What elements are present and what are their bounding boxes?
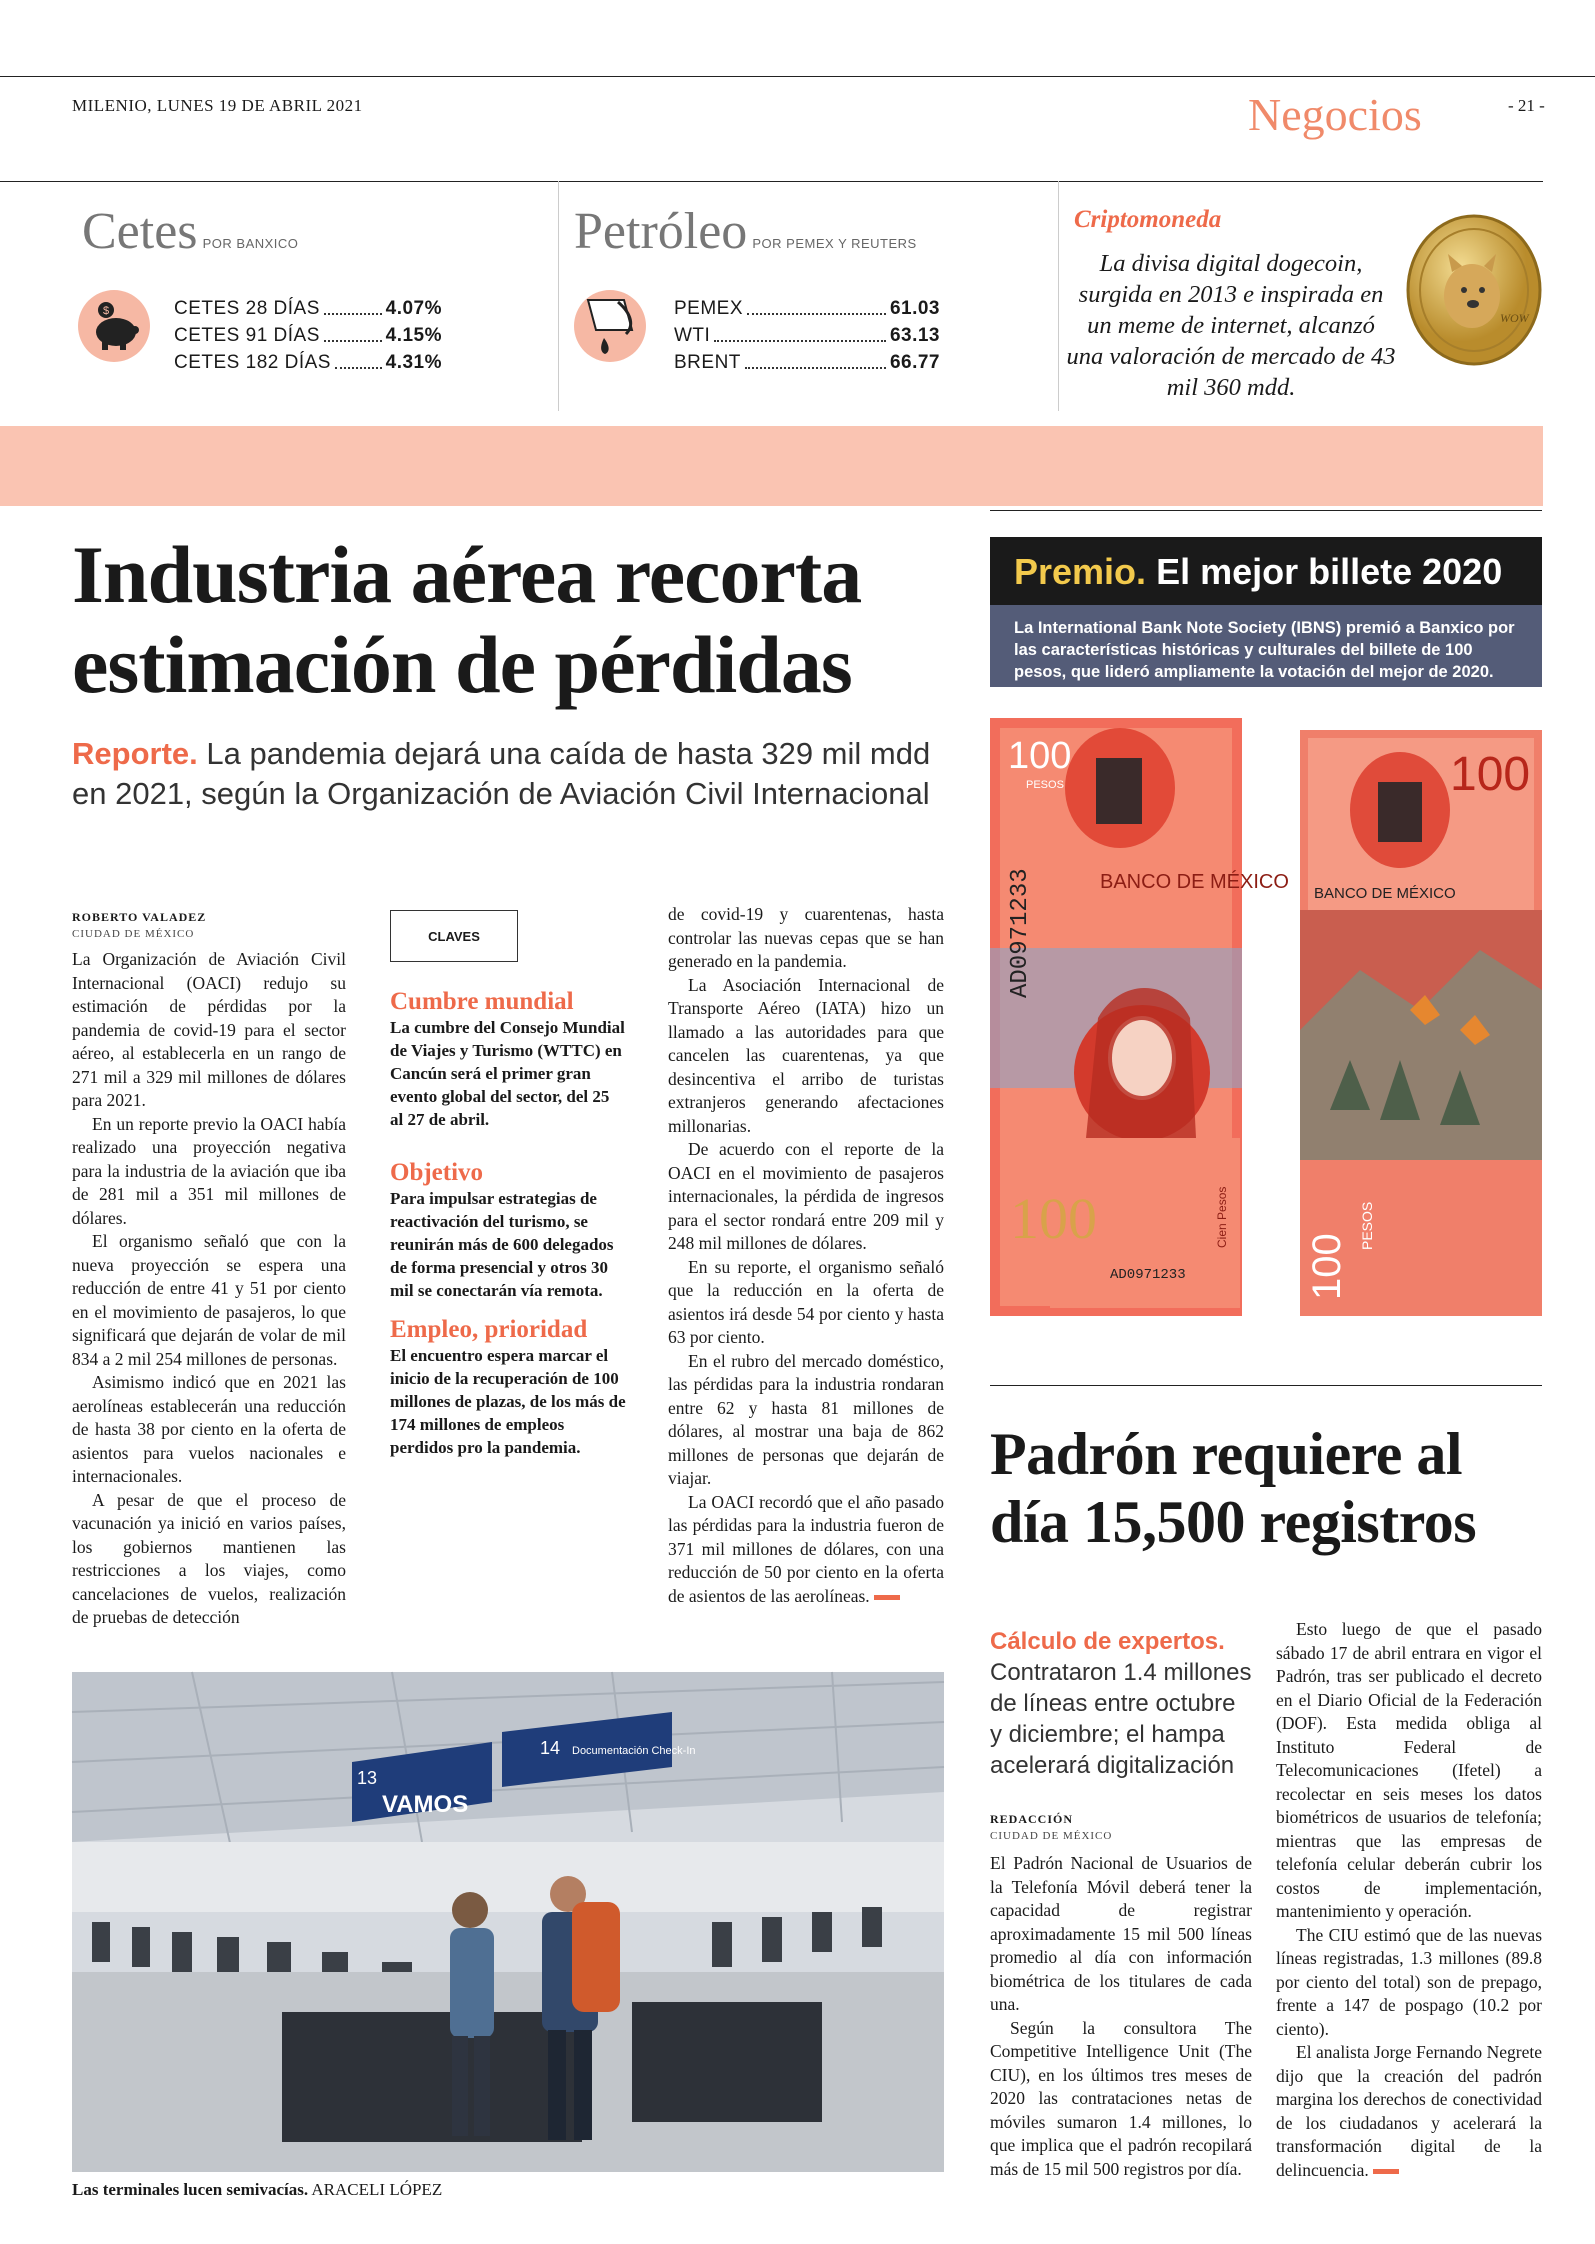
- paragraph: En su reporte, el organismo señaló que la reducción en la oferta de asientos irá desde 54 por ciento y hasta 63 por ciento.: [668, 1256, 944, 1347]
- paragraph: En el rubro del mercado doméstico, las pérdidas para la industria rondaran entre 62 y hasta 81 millones de dólares, al mostrar una baja de 862 millones de personas que dejarán de viajar.: [668, 1350, 944, 1488]
- caption-bold: Las terminales lucen semivacías.: [72, 2180, 309, 2199]
- deck-text: La pandemia dejará una caída de hasta 329 mil mdd en 2021, según la Organización de Aviación Civil Internacional: [72, 736, 931, 811]
- padron-deck-label: Cálculo de expertos.: [990, 1628, 1225, 1655]
- paragraph: La Asociación Internacional de Transporte Aéreo (IATA) hizo un llamado a las autoridades para que cancelen las cuarentenas, ya que desincentiva el arribo de turistas extranjeros generando afectaciones millonarias.: [668, 974, 944, 1136]
- bill-back-denomination-v: 100: [1305, 1233, 1349, 1300]
- premio-label: Premio.: [1014, 551, 1147, 592]
- padron-byplace: CIUDAD DE MÉXICO: [990, 1830, 1113, 1842]
- bill-pesos: PESOS: [1026, 779, 1064, 791]
- sign-number: 13: [357, 1768, 378, 1788]
- bill-denomination: 100: [1008, 735, 1072, 777]
- cetes-source: POR BANXICO: [202, 236, 299, 251]
- paragraph: El organismo señaló que con la nueva proyección se espera una reducción de entre 41 y 51 por ciento en el movimiento de pasajeros, lo que significará que dejarán de volar de mil 834 a 2 mil 254 millones de personas.: [72, 1231, 346, 1369]
- paragraph: El Padrón Nacional de Usuarios de la Telefonía Móvil deberá tener la capacidad de registrar aproximadamente 15 mil 500 líneas promedio al día con información biométrica de los titulares de cada una.: [990, 1853, 1252, 2014]
- paragraph: Asimismo indicó que en 2021 las aerolíneas establecerán una reducción de hasta 38 por ciento en la oferta de asientos para vuelos nacionales e internacionales.: [72, 1372, 346, 1486]
- byplace: CIUDAD DE MÉXICO: [72, 928, 195, 940]
- bill-back-denomination: 100: [1450, 748, 1531, 801]
- bill-bank: BANCO DE MÉXICO: [1100, 871, 1289, 893]
- masthead-rule: [0, 181, 1543, 182]
- padron-deck-text: Contrataron 1.4 millones de líneas entre octubre y diciembre; el hampa acelerará digitalización: [990, 1659, 1252, 1779]
- airport-photo: [72, 1672, 944, 2172]
- ad-band: [0, 426, 1543, 506]
- premio-title: El mejor billete 2020: [1156, 551, 1503, 592]
- claves-title: Cumbre mundial: [390, 988, 574, 1015]
- cetes-row: CETES 182 DÍAS 4.31%: [174, 352, 442, 373]
- top-rule: [0, 76, 1595, 77]
- masthead-date: MILENIO, LUNES 19 DE ABRIL 2021: [72, 96, 363, 115]
- premio-rule: [990, 510, 1542, 511]
- caption-credit: ARACELI LÓPEZ: [311, 2180, 443, 2199]
- piggy-bank-icon: [78, 290, 150, 362]
- svg-text:$: $: [102, 305, 110, 317]
- main-col-1: [72, 948, 346, 1630]
- main-headline: Industria aérea recorta estimación de pérdidas: [72, 529, 862, 710]
- cetes-row: CETES 28 DÍAS 4.07%: [174, 298, 442, 319]
- cetes-title: Cetes: [82, 203, 198, 260]
- claves-title: Empleo, prioridad: [390, 1316, 588, 1343]
- padron-deck: [990, 1626, 1252, 1781]
- petroleo-row: BRENT 66.77: [674, 352, 940, 373]
- padron-byline: REDACCIÓN: [990, 1812, 1074, 1826]
- paragraph: La OACI recordó que el año pasado las pérdidas para la industria fueron de 371 mil millones de dólares, con una reducción de 50 por ciento en la oferta de asientos de las aerolíneas.: [668, 1491, 944, 1606]
- petroleo-title: Petróleo: [574, 203, 748, 260]
- bill-back-bank: BANCO DE MÉXICO: [1314, 885, 1456, 902]
- premio-caption: [990, 605, 1542, 703]
- claves-text: El encuentro espera marcar el inicio de la recuperación de 100 millones de plazas, de los más de 174 millones de empleos perdidos pro la pandemia.: [390, 1346, 626, 1457]
- padron-col-2: [1276, 1618, 1542, 2182]
- byline: ROBERTO VALADEZ: [72, 910, 207, 924]
- section-title: Negocios: [1248, 89, 1422, 140]
- dogecoin-icon: [1404, 210, 1544, 366]
- deck-label: Reporte.: [72, 736, 198, 771]
- end-mark: [1373, 2169, 1399, 2174]
- main-col-3: [668, 903, 944, 1608]
- petroleo-row: PEMEX 61.03: [674, 298, 940, 319]
- paragraph: La Organización de Aviación Civil Internacional (OACI) redujo su estimación de pérdidas por la pandemia de covid-19 para el sector aéreo, al establecerla en un rango de 271 mil a 329 mil millones de dólares para 2021.: [72, 949, 346, 1110]
- padron-headline: Padrón requiere al día 15,500 registros: [990, 1421, 1477, 1555]
- paragraph: de covid-19 y cuarentenas, hasta controlar las nuevas cepas que se han generado en la pandemia.: [668, 904, 944, 971]
- photo-caption: [72, 2180, 442, 2200]
- premio-caption-text: La International Bank Note Society (IBNS) premió a Banxico por las características históricas y culturales del billete de 100 pesos, que lideró ampliamente la votación del mejor de 2020.: [1014, 619, 1515, 681]
- claves-text: Para impulsar estrategias de reactivación del turismo, se reunirán más de 600 delegados de forma presencial y otros 30 mil se conectarán vía remota.: [390, 1189, 614, 1300]
- banknote-back: [1300, 730, 1542, 1316]
- crypto-text: La divisa digital dogecoin, surgida en 2013 e inspirada en un meme de internet, alcanzó una valoración de mercado de 43 mil 360 mdd.: [1066, 250, 1396, 401]
- market-divider: [558, 181, 559, 411]
- claves-title: Objetivo: [390, 1159, 484, 1186]
- padron-col-1: [990, 1852, 1252, 2181]
- bill-serial-bottom: AD0971233: [1110, 1267, 1186, 1283]
- petroleo-row: WTI 63.13: [674, 325, 940, 346]
- paragraph: De acuerdo con el reporte de la OACI en el movimiento de pasajeros internacionales, la pérdida de ingresos para el sector rondará entre 209 mil y 248 mil millones de dólares.: [668, 1139, 944, 1253]
- end-mark: [874, 1595, 900, 1600]
- sign-number: 14: [540, 1738, 561, 1758]
- sign-text: Documentación Check-In: [572, 1745, 696, 1757]
- petroleo-header: [574, 202, 917, 261]
- bill-denomination-large: 100: [1010, 1186, 1097, 1251]
- claves-list: [390, 988, 626, 1459]
- bill-back-pesos: PESOS: [1359, 1201, 1375, 1250]
- paragraph: El analista Jorge Fernando Negrete dijo que la creación del padrón margina los derechos de conectividad de los ciudadanos y acelerará la transformación digital de la delincuencia.: [1276, 2042, 1542, 2180]
- premio-credit: ESPECIAL: [1014, 685, 1095, 703]
- market-divider: [1058, 181, 1059, 411]
- cetes-row: CETES 91 DÍAS 4.15%: [174, 325, 442, 346]
- banknote-front: [990, 718, 1289, 1316]
- cetes-table: [174, 295, 442, 376]
- premio-header: [990, 537, 1542, 605]
- crypto-title: Criptomoneda: [1074, 206, 1222, 233]
- bill-serial: AD0971233: [1007, 868, 1034, 998]
- claves-box: CLAVES: [390, 910, 518, 962]
- padron-rule: [990, 1385, 1542, 1386]
- main-deck: [72, 734, 952, 814]
- paragraph: A pesar de que el proceso de vacunación ya inició en varios países, los gobiernos mantienen las restricciones a los viajes, como cancelaciones de vuelos, realización de pruebas de detección: [72, 1489, 346, 1627]
- paragraph: En un reporte previo la OACI había realizado una proyección negativa para la industria de la aviación que iba de 281 mil a 351 mil millones de dólares.: [72, 1113, 346, 1228]
- petroleo-source: POR PEMEX Y REUTERS: [752, 236, 917, 251]
- page-number: - 21 -: [1508, 96, 1545, 115]
- oil-drop-icon: [574, 290, 646, 362]
- bill-cien: Cien Pesos: [1215, 1186, 1229, 1248]
- coin-text: WOW: [1500, 311, 1529, 325]
- cetes-header: [82, 202, 298, 261]
- claves-text: La cumbre del Consejo Mundial de Viajes y Turismo (WTTC) en Cancún será el primer gran evento global del sector, del 25 al 27 de abril.: [390, 1018, 625, 1129]
- sign-brand: VAMOS: [382, 1791, 469, 1818]
- paragraph: Esto luego de que el pasado sábado 17 de abril entrara en vigor el Padrón, tras ser publicado el decreto en el Diario Oficial de la Federación (DOF). Esta medida obliga al Instituto Federal de Telecomunicaciones (Ifetel) a recolectar en seis meses los datos biométricos de usuarios de telefonía; mientras que las empresas de telefonía celular deberán cubrir los costos de implementación, mantenimiento y operación.: [1276, 1619, 1542, 1921]
- paragraph: Según la consultora The Competitive Intelligence Unit (The CIU), en los últimos tres meses de 2020 las contrataciones netas de móviles sumaron 1.4 millones, lo que implica que el padrón recopilará más de 15 mil 500 registros por día.: [990, 2017, 1252, 2179]
- petroleo-table: [674, 295, 940, 376]
- paragraph: The CIU estimó que de las nuevas líneas registradas, 1.3 millones (89.8 por ciento del total) son de prepago, frente a 147 de pospago (10.2 por ciento).: [1276, 1924, 1542, 2039]
